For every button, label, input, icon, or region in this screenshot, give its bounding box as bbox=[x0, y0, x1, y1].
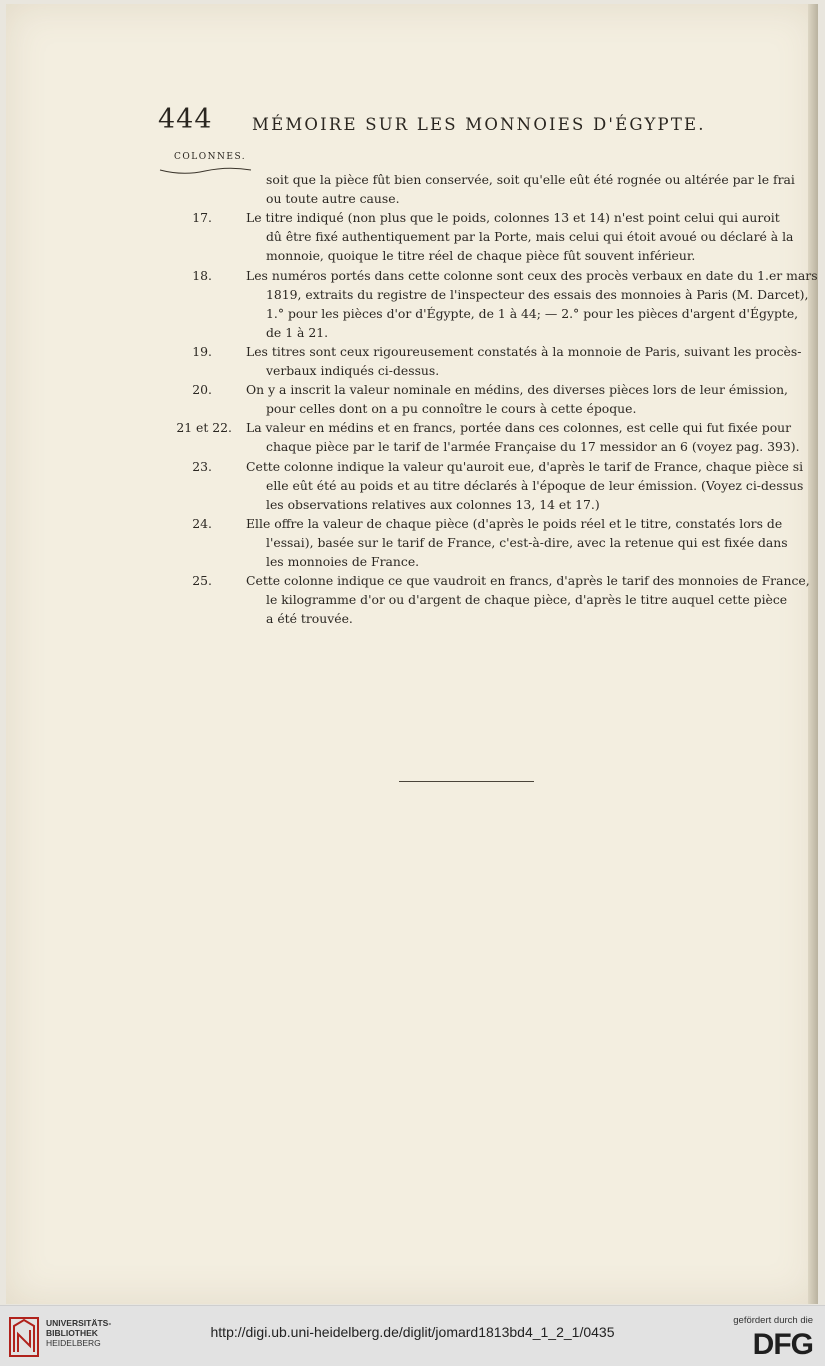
entry-text-line: Cette colonne indique ce que vaudroit en francs, d'après le tarif des monnoies de France, bbox=[246, 573, 810, 589]
scanned-page bbox=[6, 4, 818, 1304]
footer-bar bbox=[0, 1305, 825, 1366]
page-edge bbox=[808, 4, 818, 1304]
entry-text-line: On y a inscrit la valeur nominale en médins, des diverses pièces lors de leur émission, bbox=[246, 382, 788, 398]
entry-text-line: ou toute autre cause. bbox=[266, 191, 400, 207]
end-rule bbox=[399, 781, 534, 782]
entry-number: 20. bbox=[192, 382, 212, 398]
entry-text-line: 1.° pour les pièces d'or d'Égypte, de 1 à 44; — 2.° pour les pièces d'argent d'Égypte, bbox=[266, 305, 799, 321]
entry-text-line: Cette colonne indique la valeur qu'auroit eue, d'après le tarif de France, chaque pièce si bbox=[246, 458, 804, 474]
entry-text-line: Le titre indiqué (non plus que le poids, colonnes 13 et 14) n'est point celui qui auroit bbox=[246, 210, 780, 226]
entry-number: 17. bbox=[192, 210, 212, 226]
funded-by-label: gefördert durch die bbox=[733, 1315, 813, 1326]
entry-text-line: 1819, extraits du registre de l'inspecteur des essais des monnoies à Paris (M. Darcet), bbox=[266, 286, 809, 302]
entry-text-line: Les titres sont ceux rigoureusement constatés à la monnoie de Paris, suivant les procès- bbox=[246, 343, 802, 359]
entry-text-line: pour celles dont on a pu connoître le cours à cette époque. bbox=[266, 401, 637, 417]
entry-text-line: les monnoies de France. bbox=[266, 554, 420, 569]
entry-number: 19. bbox=[192, 343, 212, 359]
entry-text-line: La valeur en médins et en francs, portée dans ces colonnes, est celle qui fut fixée pour bbox=[246, 420, 792, 436]
library-name-line3: HEIDELBERG bbox=[46, 1338, 101, 1348]
permalink-url[interactable]: http://digi.ub.uni-heidelberg.de/diglit/jomard1813bd4_1_2_1/0435 bbox=[210, 1324, 615, 1340]
entry-number: 24. bbox=[192, 515, 212, 531]
entry-text-line: verbaux indiqués ci-dessus. bbox=[266, 363, 440, 378]
page-number: 444 bbox=[158, 104, 213, 135]
entry-number: 18. bbox=[192, 267, 212, 283]
column-label: COLONNES. bbox=[174, 152, 247, 162]
entry-text-line: soit que la pièce fût bien conservée, soit qu'elle eût été rognée ou altérée par le frai bbox=[266, 172, 795, 187]
running-title: MÉMOIRE SUR LES MONNOIES D'ÉGYPTE. bbox=[252, 115, 706, 134]
library-name-line2: BIBLIOTHEK bbox=[46, 1328, 98, 1338]
entry-number: 21 et 22. bbox=[176, 420, 232, 436]
entry-text-line: a été trouvée. bbox=[266, 611, 353, 627]
entry-text-line: elle eût été au poids et au titre déclarés à l'époque de leur émission. (Voyez ci-dessus bbox=[266, 477, 804, 493]
dfg-logo: DFG bbox=[752, 1328, 813, 1361]
entry-text-line: monnoie, quoique le titre réel de chaque pièce fût souvent inférieur. bbox=[266, 248, 696, 264]
entry-text-line: de 1 à 21. bbox=[266, 324, 329, 340]
entry-text-line: Les numéros portés dans cette colonne sont ceux des procès verbaux en date du 1.er mars bbox=[246, 267, 818, 283]
swash-ornament bbox=[158, 164, 253, 176]
entry-number: 23. bbox=[192, 458, 212, 474]
entry-text-line: chaque pièce par le tarif de l'armée Française du 17 messidor an 6 (voyez pag. 393). bbox=[266, 439, 800, 455]
entry-text-line: l'essai), basée sur le tarif de France, c'est-à-dire, avec la retenue qui est fixée dans bbox=[266, 534, 788, 550]
library-name-line1: UNIVERSITÄTS- bbox=[46, 1318, 112, 1328]
entry-text-line: les observations relatives aux colonnes 13, 14 et 17.) bbox=[266, 496, 600, 512]
entry-number: 25. bbox=[192, 573, 212, 589]
entry-text-line: dû être fixé authentiquement par la Porte, mais celui qui étoit avoué ou déclaré à la bbox=[266, 229, 794, 245]
entry-text-line: le kilogramme d'or ou d'argent de chaque pièce, d'après le titre auquel cette pièce bbox=[266, 592, 788, 608]
entry-text-line: Elle offre la valeur de chaque pièce (d'après le poids réel et le titre, constatés lors de bbox=[246, 515, 783, 531]
